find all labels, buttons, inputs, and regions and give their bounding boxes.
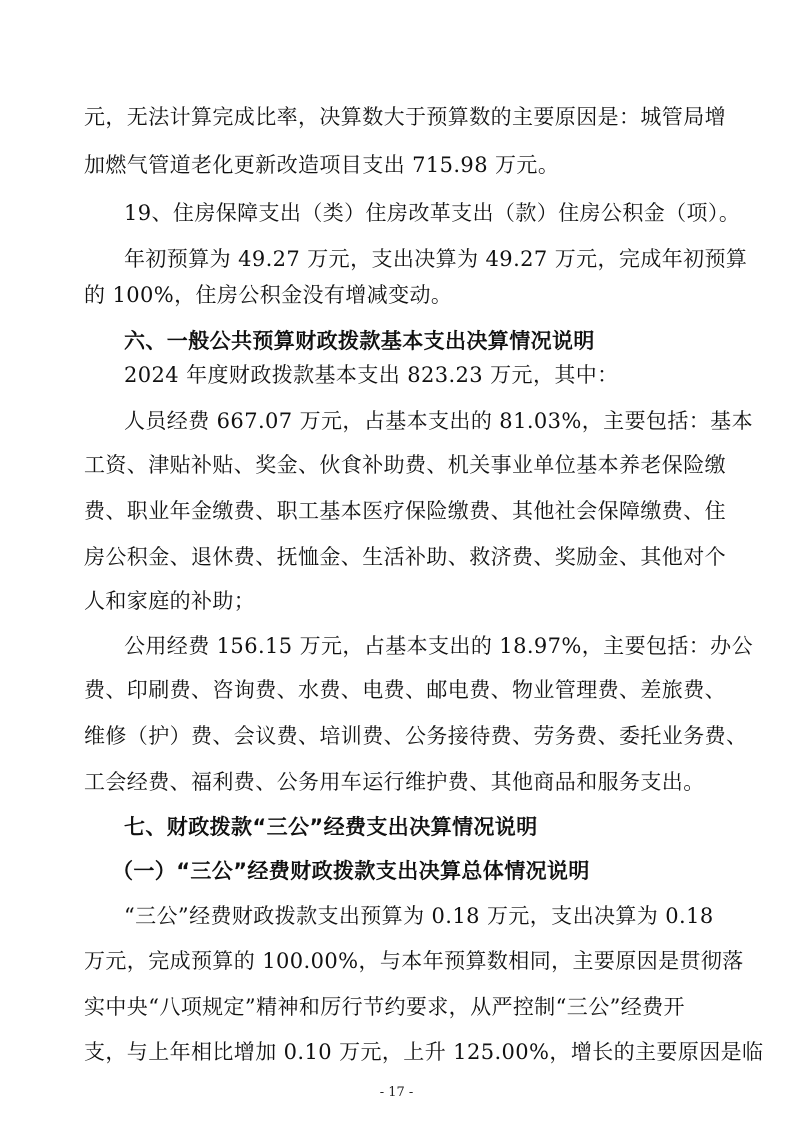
- text-line: 万元，完成预算的 100.00%，与本年预算数相同，主要原因是贯彻落: [84, 949, 744, 973]
- text-line: 支，与上年相比增加 0.10 万元，上升 125.00%，增长的主要原因是临: [84, 1040, 764, 1064]
- text-line: 加燃气管道老化更新改造项目支出 715.98 万元。: [84, 153, 560, 177]
- text-line: 维修（护）费、会议费、培训费、公务接待费、劳务费、委托业务费、: [84, 724, 748, 748]
- text-line: 实中央“八项规定”精神和厉行节约要求，从严控制“三公”经费开: [84, 995, 685, 1019]
- text-line: 工资、津贴补贴、奖金、伙食补助费、机关事业单位基本养老保险缴: [84, 453, 726, 477]
- text-line: 19、住房保障支出（类）住房改革支出（款）住房公积金（项）。: [124, 201, 741, 225]
- section-heading: 六、一般公共预算财政拨款基本支出决算情况说明: [124, 329, 595, 353]
- text-line: 2024 年度财政拨款基本支出 823.23 万元，其中：: [124, 363, 619, 387]
- text-line: 公用经费 156.15 万元，占基本支出的 18.97%，主要包括：办公: [124, 634, 753, 658]
- text-line: 房公积金、退休费、抚恤金、生活补助、救济费、奖励金、其他对个: [84, 545, 726, 569]
- subsection-heading: （一）“三公”经费财政拨款支出决算总体情况说明: [112, 859, 590, 883]
- text-line: 人员经费 667.07 万元，占基本支出的 81.03%，主要包括：基本: [124, 409, 753, 433]
- text-line: 费、印刷费、咨询费、水费、电费、邮电费、物业管理费、差旅费、: [84, 678, 726, 702]
- text-line: “三公”经费财政拨款支出预算为 0.18 万元，支出决算为 0.18: [124, 904, 714, 928]
- text-line: 元，无法计算完成比率，决算数大于预算数的主要原因是：城管局增: [84, 105, 726, 129]
- text-line: 工会经费、福利费、公务用车运行维护费、其他商品和服务支出。: [84, 770, 705, 794]
- page-number: - 17 -: [379, 1085, 414, 1100]
- text-line: 的 100%，住房公积金没有增减变动。: [84, 283, 453, 307]
- text-line: 人和家庭的补助；: [84, 589, 256, 613]
- text-line: 费、职业年金缴费、职工基本医疗保险缴费、其他社会保障缴费、住: [84, 499, 726, 523]
- text-line: 年初预算为 49.27 万元，支出决算为 49.27 万元，完成年初预算: [124, 247, 748, 271]
- section-heading: 七、财政拨款“三公”经费支出决算情况说明: [124, 815, 538, 839]
